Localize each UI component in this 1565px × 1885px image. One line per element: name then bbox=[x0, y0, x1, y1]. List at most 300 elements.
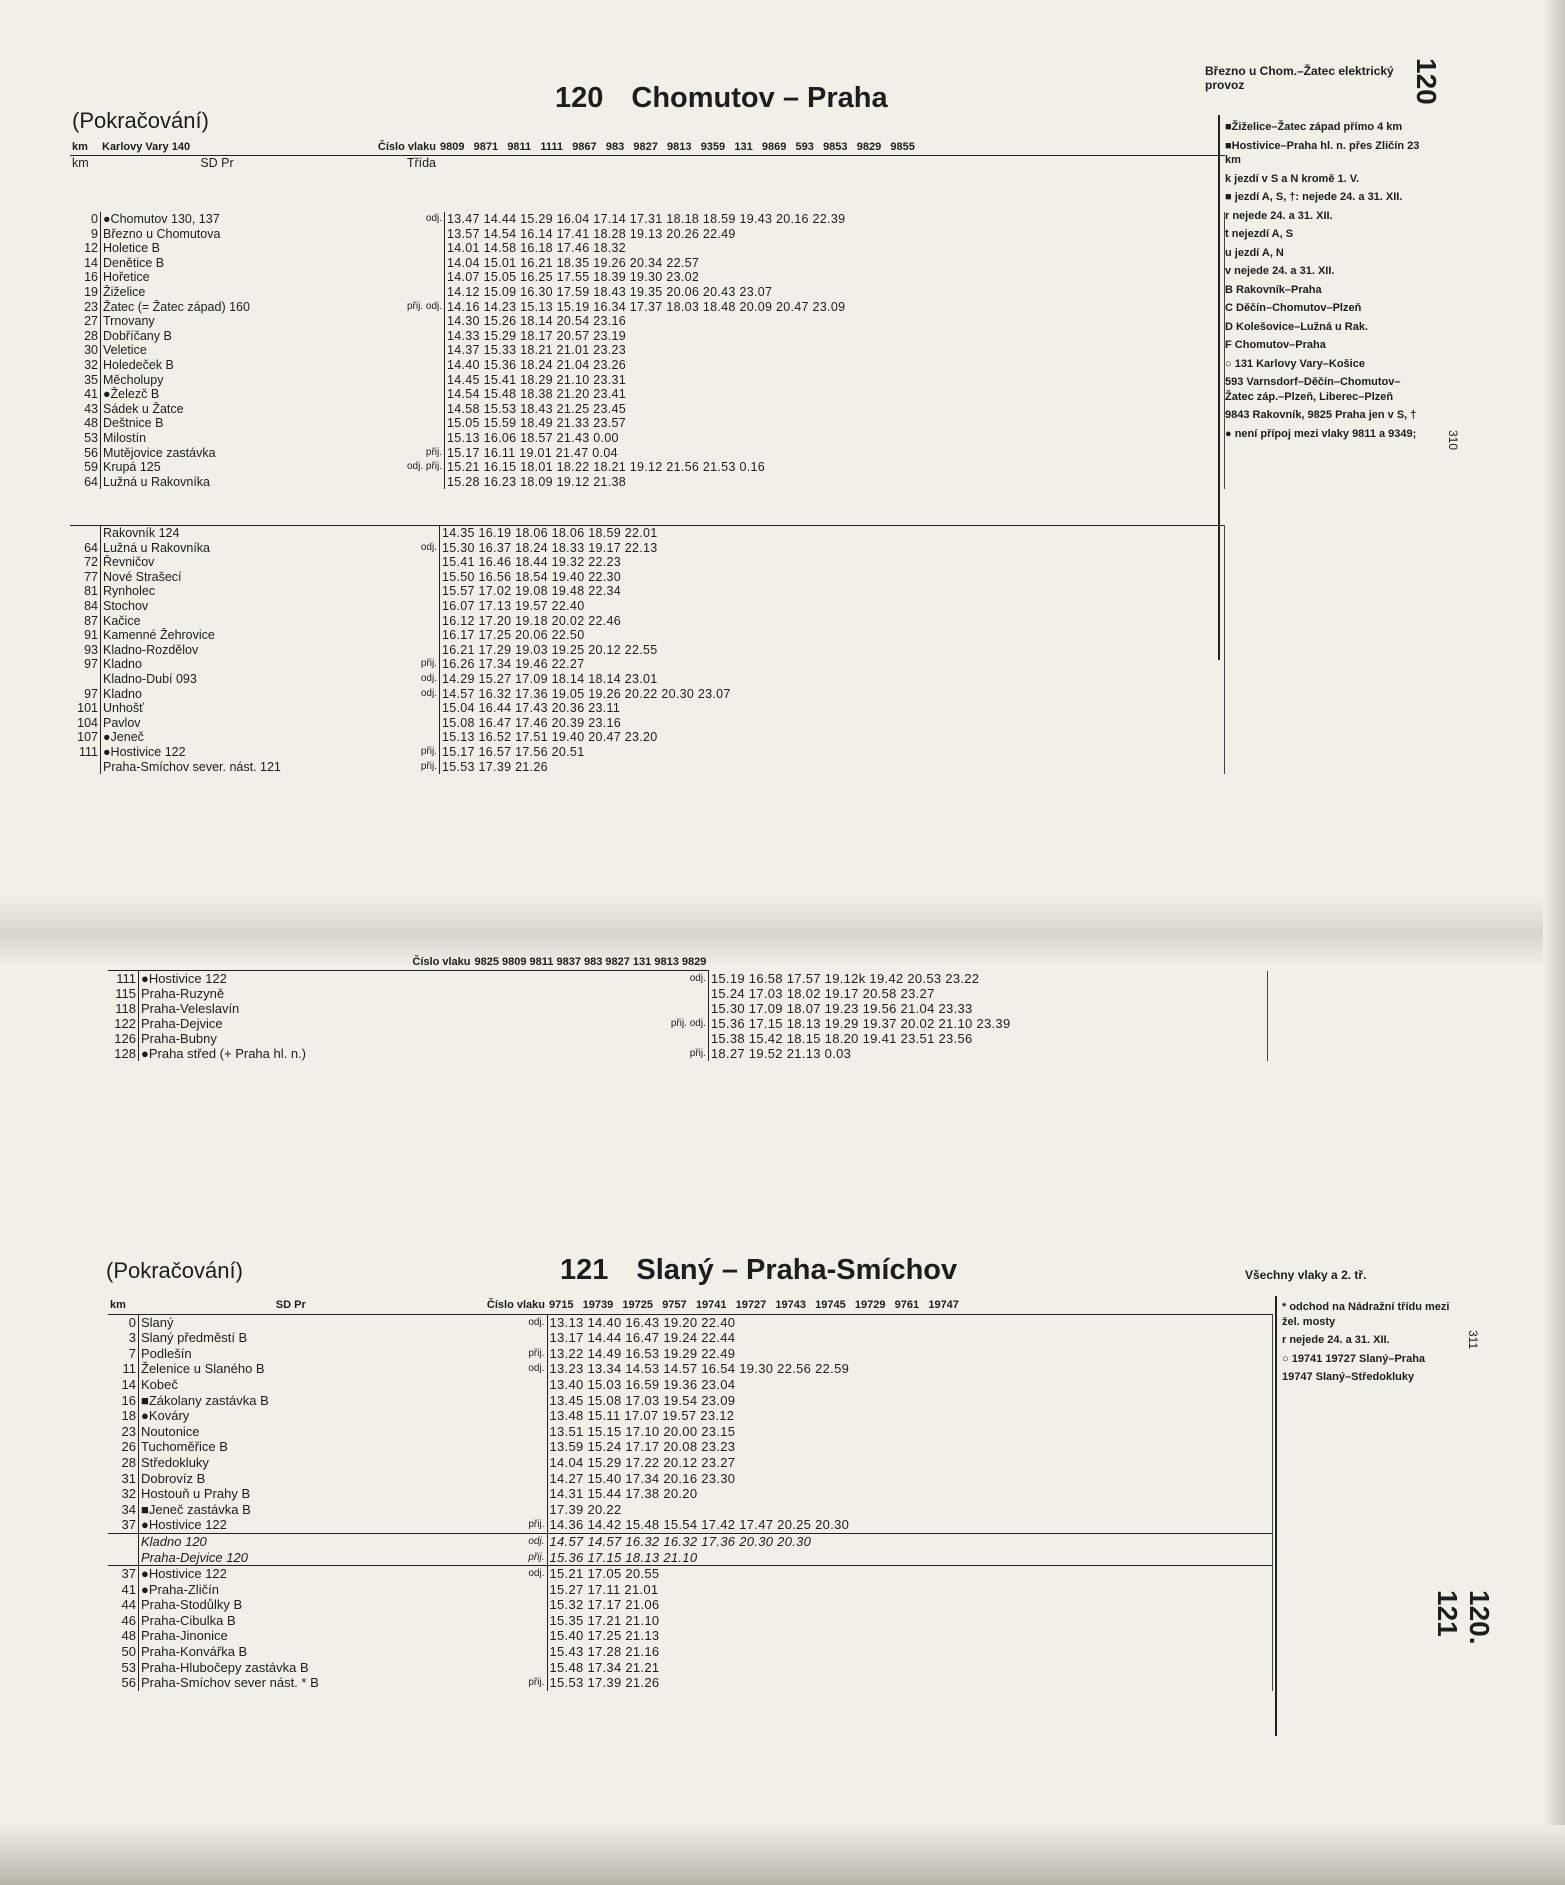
station-name: ●Praha-Zličín bbox=[141, 1581, 219, 1597]
departure-times: 14.16 14.23 15.13 15.19 16.34 17.37 18.03 18.48 20.09 20.47 23.09 bbox=[445, 300, 1225, 315]
departure-times: 13.17 14.44 16.47 19.24 22.44 bbox=[547, 1330, 1273, 1346]
table-row bbox=[108, 1408, 1273, 1424]
departure-times: 15.13 16.06 18.57 21.43 0.00 bbox=[445, 431, 1225, 446]
departure-times: 14.54 15.48 18.38 21.20 23.41 bbox=[445, 387, 1225, 402]
table-row bbox=[70, 687, 1225, 702]
electric-note: Březno u Chom.–Žatec elektrický provoz bbox=[1205, 64, 1394, 92]
km-cell: 77 bbox=[70, 570, 101, 585]
legend-item: C Děčín–Chomutov–Plzeň bbox=[1225, 302, 1362, 314]
station-name: Lužná u Rakovníka bbox=[103, 474, 211, 489]
departure-times: 13.13 14.40 16.43 19.20 22.40 bbox=[547, 1314, 1273, 1330]
arrival-departure-mark bbox=[473, 1001, 709, 1016]
train-number: 9855 bbox=[890, 141, 915, 153]
departure-times: 14.01 14.58 16.18 17.46 18.32 bbox=[445, 241, 1225, 256]
table-row bbox=[70, 241, 1225, 256]
arrival-departure-mark bbox=[405, 716, 440, 731]
station-name: ■Jeneč zastávka B bbox=[141, 1501, 251, 1517]
departure-times: 15.27 17.11 21.01 bbox=[547, 1582, 1273, 1598]
timetable-120-part2 bbox=[70, 525, 1225, 774]
km-cell: 9 bbox=[70, 227, 101, 242]
arrival-departure-mark bbox=[405, 475, 445, 490]
km-cell: 48 bbox=[108, 1628, 139, 1644]
arrival-departure-mark: přij. odj. bbox=[405, 300, 445, 315]
station-name: Hořetice bbox=[103, 270, 150, 285]
arrival-departure-mark: odj. bbox=[405, 541, 440, 556]
departure-times: 13.40 15.03 16.59 19.36 23.04 bbox=[547, 1377, 1273, 1393]
km-cell: 87 bbox=[70, 614, 101, 629]
departure-times: 15.41 16.46 18.44 19.32 22.23 bbox=[440, 555, 1225, 570]
station-name: Holetice B bbox=[103, 241, 160, 256]
station-name: Praha-Smíchov sever. nást. 121 bbox=[103, 759, 281, 774]
arrival-departure-mark: odj. bbox=[473, 971, 709, 987]
km-label: km bbox=[72, 155, 89, 170]
legend-item: u jezdí A, N bbox=[1225, 246, 1284, 259]
departure-times: 15.36 17.15 18.13 21.10 bbox=[547, 1550, 1273, 1566]
station-name: Krupá 125 bbox=[103, 460, 161, 475]
station-name: ●Praha střed (+ Praha hl. n.) bbox=[141, 1046, 307, 1061]
departure-times: 15.24 17.03 18.02 19.17 20.58 23.27 bbox=[708, 986, 1267, 1001]
arrival-departure-mark bbox=[405, 270, 445, 285]
arrival-departure-mark bbox=[405, 256, 445, 271]
train-number: 19725 bbox=[622, 1299, 654, 1311]
timetable-120-part1 bbox=[70, 212, 1225, 489]
station-name: Kladno-Rozdělov bbox=[103, 642, 199, 657]
arrival-departure-mark bbox=[405, 555, 440, 570]
table-row bbox=[70, 657, 1225, 672]
table-row bbox=[108, 1361, 1273, 1377]
arrival-departure-mark: přij. odj. bbox=[473, 1016, 709, 1031]
km-cell: 59 bbox=[70, 460, 101, 475]
train-number: 9757 bbox=[662, 1299, 687, 1311]
station-name: Praha-Hlubočepy zastávka B bbox=[141, 1659, 309, 1675]
station-name: Holedeček B bbox=[103, 357, 174, 372]
departure-times: 14.40 15.36 18.24 21.04 23.26 bbox=[445, 358, 1225, 373]
table-row bbox=[108, 1675, 1273, 1691]
sdpr-header: SD Pr bbox=[139, 1298, 444, 1314]
arrival-departure-mark bbox=[405, 241, 445, 256]
station-name: Praha-Konvářka B bbox=[141, 1644, 248, 1660]
km-cell: 104 bbox=[70, 716, 101, 731]
station-name: Želenice u Slaného B bbox=[141, 1361, 265, 1377]
arrival-departure-mark bbox=[443, 1455, 547, 1471]
km-cell: 3 bbox=[108, 1330, 139, 1346]
departure-times: 14.31 15.44 17.38 20.20 bbox=[547, 1486, 1273, 1502]
train-number: 9827 bbox=[633, 141, 658, 153]
page-bottom-edge bbox=[0, 1825, 1565, 1885]
arrival-departure-mark bbox=[405, 701, 440, 716]
station-name: Veletice bbox=[103, 343, 147, 358]
km-cell: 0 bbox=[70, 212, 101, 227]
table-row bbox=[70, 387, 1225, 402]
km-cell: 111 bbox=[70, 745, 101, 760]
departure-times: 15.05 15.59 18.49 21.33 23.57 bbox=[445, 416, 1225, 431]
train-number: 9811 bbox=[507, 141, 532, 153]
legend-item: 593 Varnsdorf–Děčín–Chomutov–Žatec záp.–Plzeň, Liberec–Plzeň bbox=[1225, 376, 1401, 403]
train-number: 593 bbox=[795, 141, 814, 153]
station-name: Pavlov bbox=[103, 715, 141, 730]
legend-item: F Chomutov–Praha bbox=[1225, 339, 1326, 351]
arrival-departure-mark bbox=[443, 1439, 547, 1455]
legend-item: ● není přípoj mezi vlaky 9811 a 9349; bbox=[1225, 427, 1417, 440]
table-row bbox=[108, 1660, 1273, 1676]
arrival-departure-mark bbox=[443, 1628, 547, 1644]
table-number: 121 bbox=[560, 1254, 609, 1286]
km-cell: 26 bbox=[108, 1439, 139, 1455]
km-cell: 93 bbox=[70, 643, 101, 658]
train-number-header: Číslo vlaku bbox=[139, 955, 473, 971]
km-cell: 56 bbox=[70, 446, 101, 461]
km-cell: 32 bbox=[108, 1486, 139, 1502]
arrival-departure-mark bbox=[443, 1644, 547, 1660]
arrival-departure-mark bbox=[405, 402, 445, 417]
train-number: 9829 bbox=[856, 141, 882, 153]
arrival-departure-mark bbox=[405, 614, 440, 629]
arrival-departure-mark: odj. bbox=[443, 1314, 547, 1330]
arrival-departure-mark bbox=[443, 1377, 547, 1393]
departure-times: 15.08 16.47 17.46 20.39 23.16 bbox=[440, 716, 1225, 731]
km-cell: 30 bbox=[70, 343, 101, 358]
train-numbers: 9825 9809 9811 9837 983 9827 131 9813 9829 bbox=[473, 955, 709, 971]
legend-item: D Kolešovice–Lužná u Rak. bbox=[1225, 320, 1369, 333]
table-row bbox=[108, 1486, 1273, 1502]
arrival-departure-mark bbox=[405, 570, 440, 585]
departure-times: 14.36 14.42 15.48 15.54 17.42 17.47 20.25 20.30 bbox=[547, 1517, 1273, 1533]
table-row bbox=[108, 1550, 1273, 1566]
arrival-departure-mark bbox=[405, 358, 445, 373]
table-row bbox=[108, 1582, 1273, 1598]
table-row bbox=[108, 1346, 1273, 1362]
departure-times: 14.45 15.41 18.29 21.10 23.31 bbox=[445, 373, 1225, 388]
table-row bbox=[108, 1517, 1273, 1533]
train-number: 1111 bbox=[540, 141, 564, 153]
km-cell: 16 bbox=[70, 270, 101, 285]
table-row bbox=[70, 343, 1225, 358]
train-number-header: Číslo vlaku bbox=[334, 140, 438, 155]
arrival-departure-mark: odj. bbox=[405, 672, 440, 687]
km-cell: 27 bbox=[70, 314, 101, 329]
departure-times: 13.47 14.44 15.29 16.04 17.14 17.31 18.18 18.59 19.43 20.16 22.39 bbox=[445, 212, 1225, 227]
km-cell: 118 bbox=[108, 1001, 139, 1016]
km-cell: 46 bbox=[108, 1613, 139, 1629]
departure-times: 15.17 16.11 19.01 21.47 0.04 bbox=[445, 446, 1225, 461]
page-number: 310 bbox=[1446, 430, 1460, 451]
station-name: Deštnice B bbox=[103, 416, 164, 431]
km-cell: 19 bbox=[70, 285, 101, 300]
table-row bbox=[70, 643, 1225, 658]
station-name: Praha-Cibulka B bbox=[141, 1612, 236, 1628]
km-cell: 126 bbox=[108, 1031, 139, 1046]
station-name: Praha-Dejvice bbox=[141, 1016, 223, 1031]
departure-times: 13.57 14.54 16.14 17.41 18.28 19.13 20.26 22.49 bbox=[445, 227, 1225, 242]
table-row bbox=[70, 672, 1225, 687]
departure-times: 15.04 16.44 17.43 20.36 23.11 bbox=[440, 701, 1225, 716]
departure-times: 16.17 17.25 20.06 22.50 bbox=[440, 628, 1225, 643]
arrival-departure-mark: odj. přij. bbox=[405, 460, 445, 475]
station-name: Praha-Stodůlky B bbox=[141, 1597, 243, 1613]
arrival-departure-mark: odj. bbox=[405, 212, 445, 227]
departure-times: 14.33 15.29 18.17 20.57 23.19 bbox=[445, 329, 1225, 344]
table-row bbox=[70, 701, 1225, 716]
km-cell: 41 bbox=[108, 1582, 139, 1598]
table-row bbox=[108, 1314, 1273, 1330]
station-name: Praha-Jinonice bbox=[141, 1628, 228, 1644]
legend-item: ○ 131 Karlovy Vary–Košice bbox=[1225, 357, 1365, 370]
departure-times: 16.21 17.29 19.03 19.25 20.12 22.55 bbox=[440, 643, 1225, 658]
table-row bbox=[70, 358, 1225, 373]
table-row bbox=[70, 555, 1225, 570]
departure-times: 16.07 17.13 19.57 22.40 bbox=[440, 599, 1225, 614]
arrival-departure-mark: přij. bbox=[405, 446, 445, 461]
km-cell: 107 bbox=[70, 730, 101, 745]
arrival-departure-mark: přij. bbox=[405, 760, 440, 775]
departure-times: 15.36 17.15 18.13 19.29 19.37 20.02 21.10 23.39 bbox=[708, 1016, 1267, 1031]
legend-item: * odchod na Nádražní třídu mezi žel. mosty bbox=[1282, 1301, 1450, 1328]
station-name: Dobrovíz B bbox=[141, 1470, 206, 1486]
km-cell bbox=[108, 1533, 139, 1549]
train-number: 19745 bbox=[815, 1299, 846, 1311]
table-row bbox=[108, 1046, 1268, 1061]
departure-times: 15.21 17.05 20.55 bbox=[547, 1566, 1273, 1582]
train-number: 9853 bbox=[823, 141, 848, 153]
page-edge bbox=[1543, 0, 1565, 1885]
arrival-departure-mark bbox=[405, 599, 440, 614]
table-row bbox=[70, 256, 1225, 271]
arrival-departure-mark bbox=[405, 730, 440, 745]
train-number: 19743 bbox=[775, 1299, 806, 1311]
departure-times: 17.39 20.22 bbox=[547, 1502, 1273, 1518]
departure-times: 15.38 15.42 18.15 18.20 19.41 23.51 23.56 bbox=[708, 1031, 1267, 1046]
station-name: ●Hostivice 122 bbox=[139, 1566, 444, 1582]
station-name: Unhošť bbox=[103, 701, 144, 716]
station-name: Sádek u Žatce bbox=[103, 401, 184, 416]
km-cell: 64 bbox=[70, 475, 101, 490]
arrival-departure-mark: přij. bbox=[405, 745, 440, 760]
table-row bbox=[70, 599, 1225, 614]
table-row bbox=[108, 986, 1268, 1001]
station-name: Kladno-Dubí 093 bbox=[103, 671, 197, 686]
arrival-departure-mark: přij. bbox=[443, 1550, 547, 1566]
legend-item: B Rakovník–Praha bbox=[1225, 283, 1322, 296]
departure-times: 14.37 15.33 18.21 21.01 23.23 bbox=[445, 343, 1225, 358]
station-name: ●Železč B bbox=[103, 387, 160, 402]
departure-times: 15.30 16.37 18.24 18.33 19.17 22.13 bbox=[440, 541, 1225, 556]
train-number: 9359 bbox=[700, 141, 726, 153]
train-number: 9761 bbox=[894, 1299, 920, 1311]
station-name: Slaný bbox=[141, 1314, 174, 1330]
legend-item: ○ 19741 19727 Slaný–Praha bbox=[1282, 1352, 1426, 1365]
train-numbers bbox=[547, 1298, 1273, 1314]
departure-times: 13.23 13.34 14.53 14.57 16.54 19.30 22.56 22.59 bbox=[547, 1361, 1273, 1377]
legend-item: v nejede 24. a 31. XII. bbox=[1225, 265, 1335, 277]
km-cell: 44 bbox=[108, 1597, 139, 1613]
km-cell: 64 bbox=[70, 541, 101, 556]
km-cell: 53 bbox=[70, 431, 101, 446]
arrival-departure-mark bbox=[405, 416, 445, 431]
table-row bbox=[70, 270, 1225, 285]
table-row bbox=[70, 730, 1225, 745]
arrival-departure-mark bbox=[473, 986, 709, 1001]
arrival-departure-mark: přij. bbox=[443, 1517, 547, 1533]
km-cell: 12 bbox=[70, 241, 101, 256]
legend-item: r nejede 24. a 31. XII. bbox=[1225, 209, 1333, 222]
train-numbers bbox=[438, 140, 1225, 155]
timetable-120-header bbox=[70, 140, 1225, 170]
table-row bbox=[108, 1533, 1273, 1549]
station-name: Kladno bbox=[103, 657, 142, 672]
table-row bbox=[108, 1377, 1273, 1393]
station-name: Měcholupy bbox=[103, 372, 164, 387]
legend-divider bbox=[1275, 1296, 1277, 1736]
arrival-departure-mark bbox=[443, 1502, 547, 1518]
station-name: Milostín bbox=[103, 430, 147, 445]
table-row bbox=[70, 584, 1225, 599]
class-label: Třída bbox=[406, 155, 436, 170]
table-row bbox=[70, 541, 1225, 556]
sdpr-label: SD Pr bbox=[200, 155, 234, 170]
km-cell: 35 bbox=[70, 373, 101, 388]
origin-header: Karlovy Vary 140 bbox=[100, 140, 334, 155]
km-cell: 97 bbox=[70, 687, 101, 702]
station-name: Řevničov bbox=[103, 555, 155, 570]
arrival-departure-mark bbox=[443, 1660, 547, 1676]
page-title-121 bbox=[560, 1254, 957, 1287]
departure-times: 15.57 17.02 19.08 19.48 22.34 bbox=[440, 584, 1225, 599]
km-cell: 18 bbox=[108, 1408, 139, 1424]
km-cell: 0 bbox=[108, 1314, 139, 1330]
table-row bbox=[70, 446, 1225, 461]
km-cell: 31 bbox=[108, 1471, 139, 1487]
table-row bbox=[70, 526, 1225, 541]
km-cell: 41 bbox=[70, 387, 101, 402]
departure-times: 13.22 14.49 16.53 19.29 22.49 bbox=[547, 1346, 1273, 1362]
departure-times: 14.04 15.01 16.21 18.35 19.26 20.34 22.57 bbox=[445, 256, 1225, 271]
table-row bbox=[70, 416, 1225, 431]
station-name: Rynholec bbox=[103, 584, 156, 599]
station-name: ●Hostivice 122 bbox=[103, 744, 186, 759]
km-cell: 28 bbox=[108, 1455, 139, 1471]
station-name: Praha-Smíchov sever nást. * B bbox=[141, 1675, 319, 1691]
km-cell: 101 bbox=[70, 701, 101, 716]
table-row bbox=[108, 1471, 1273, 1487]
station-name: Trnovany bbox=[103, 314, 155, 329]
station-name: Březno u Chomutova bbox=[103, 226, 221, 241]
table-row bbox=[108, 1330, 1273, 1346]
table-row bbox=[70, 314, 1225, 329]
legend-item: ■ jezdí A, S, †: nejede 24. a 31. XII. bbox=[1225, 191, 1403, 203]
legend-item: t nejezdí A, S bbox=[1225, 228, 1294, 240]
km-cell: 37 bbox=[108, 1517, 139, 1533]
arrival-departure-mark bbox=[443, 1486, 547, 1502]
station-name: Lužná u Rakovníka bbox=[103, 540, 211, 555]
departure-times: 18.27 19.52 21.13 0.03 bbox=[708, 1046, 1267, 1061]
station-name: ●Hostivice 122 bbox=[141, 971, 227, 986]
km-cell: 72 bbox=[70, 555, 101, 570]
station-name: Rakovník 124 bbox=[101, 526, 406, 541]
table-row bbox=[70, 373, 1225, 388]
km-cell: 91 bbox=[70, 628, 101, 643]
departure-times: 14.27 15.40 17.34 20.16 23.30 bbox=[547, 1471, 1273, 1487]
station-name: Slaný předměstí B bbox=[141, 1330, 248, 1346]
departure-times: 14.57 16.32 17.36 19.05 19.26 20.22 20.30 23.07 bbox=[440, 687, 1225, 702]
km-cell: 111 bbox=[108, 971, 139, 987]
table-row bbox=[70, 402, 1225, 417]
table-number: 120 bbox=[555, 82, 604, 114]
station-name: Hostouň u Prahy B bbox=[141, 1486, 251, 1502]
departure-times: 15.35 17.21 21.10 bbox=[547, 1613, 1273, 1629]
arrival-departure-mark: odj. bbox=[405, 687, 440, 702]
legend-item: ■Žiželice–Žatec západ přímo 4 km bbox=[1225, 121, 1403, 133]
arrival-departure-mark: přij. bbox=[405, 657, 440, 672]
station-name: Denětice B bbox=[103, 255, 165, 270]
arrival-departure-mark bbox=[443, 1424, 547, 1440]
arrival-departure-mark: přij. bbox=[443, 1346, 547, 1362]
table-row bbox=[108, 1424, 1273, 1440]
legend-item: 9843 Rakovník, 9825 Praha jen v S, † bbox=[1225, 409, 1417, 421]
km-cell: 122 bbox=[108, 1016, 139, 1031]
arrival-departure-mark bbox=[443, 1330, 547, 1346]
station-name: ●Chomutov 130, 137 bbox=[103, 212, 220, 226]
arrival-departure-mark bbox=[473, 1031, 709, 1046]
arrival-departure-mark bbox=[405, 329, 445, 344]
station-name: Podlešín bbox=[141, 1345, 192, 1361]
arrival-departure-mark: přij. bbox=[443, 1675, 547, 1691]
legend-divider bbox=[1218, 115, 1220, 660]
table-row bbox=[70, 329, 1225, 344]
km-cell bbox=[70, 526, 101, 541]
train-number: 9869 bbox=[761, 141, 787, 153]
side-table-label: 120 bbox=[1411, 58, 1442, 105]
table-row bbox=[70, 716, 1225, 731]
departure-times: 14.35 16.19 18.06 18.06 18.59 22.01 bbox=[440, 526, 1225, 541]
arrival-departure-mark bbox=[405, 387, 445, 402]
km-cell bbox=[108, 1550, 139, 1566]
km-cell bbox=[70, 672, 101, 687]
km-cell: 7 bbox=[108, 1346, 139, 1362]
departure-times: 14.07 15.05 16.25 17.55 18.39 19.30 23.02 bbox=[445, 270, 1225, 285]
departure-times: 15.53 17.39 21.26 bbox=[547, 1675, 1273, 1691]
table-row bbox=[108, 1644, 1273, 1660]
table-row bbox=[108, 1455, 1273, 1471]
timetable-120-continuation bbox=[108, 955, 1268, 1061]
departure-times: 15.32 17.17 21.06 bbox=[547, 1597, 1273, 1613]
table-row bbox=[70, 745, 1225, 760]
arrival-departure-mark: odj. bbox=[443, 1566, 547, 1582]
departure-times: 16.12 17.20 19.18 20.02 22.46 bbox=[440, 614, 1225, 629]
train-number: 19747 bbox=[928, 1299, 959, 1311]
arrival-departure-mark bbox=[443, 1471, 547, 1487]
train-number: 19739 bbox=[582, 1299, 614, 1311]
table-route: Chomutov – Praha bbox=[631, 82, 888, 114]
station-name: Praha-Dejvice 120 bbox=[141, 1549, 248, 1565]
station-name: Dobříčany B bbox=[103, 328, 172, 343]
table-row bbox=[108, 1566, 1273, 1582]
station-name: Stochov bbox=[103, 598, 149, 613]
train-number: 9867 bbox=[572, 141, 597, 153]
km-cell bbox=[70, 760, 101, 775]
page-title-120 bbox=[555, 82, 888, 115]
departure-times: 16.26 17.34 19.46 22.27 bbox=[440, 657, 1225, 672]
table-row bbox=[108, 971, 1268, 987]
departure-times: 14.30 15.26 18.14 20.54 23.16 bbox=[445, 314, 1225, 329]
departure-times: 15.17 16.57 17.56 20.51 bbox=[440, 745, 1225, 760]
train-number: 9715 bbox=[549, 1299, 574, 1311]
departure-times: 13.51 15.15 17.10 20.00 23.15 bbox=[547, 1424, 1273, 1440]
station-name: Praha-Ruzyně bbox=[141, 986, 225, 1001]
km-cell: 23 bbox=[70, 300, 101, 315]
km-cell: 37 bbox=[108, 1566, 139, 1582]
km-cell: 43 bbox=[70, 402, 101, 417]
table-row bbox=[70, 431, 1225, 446]
